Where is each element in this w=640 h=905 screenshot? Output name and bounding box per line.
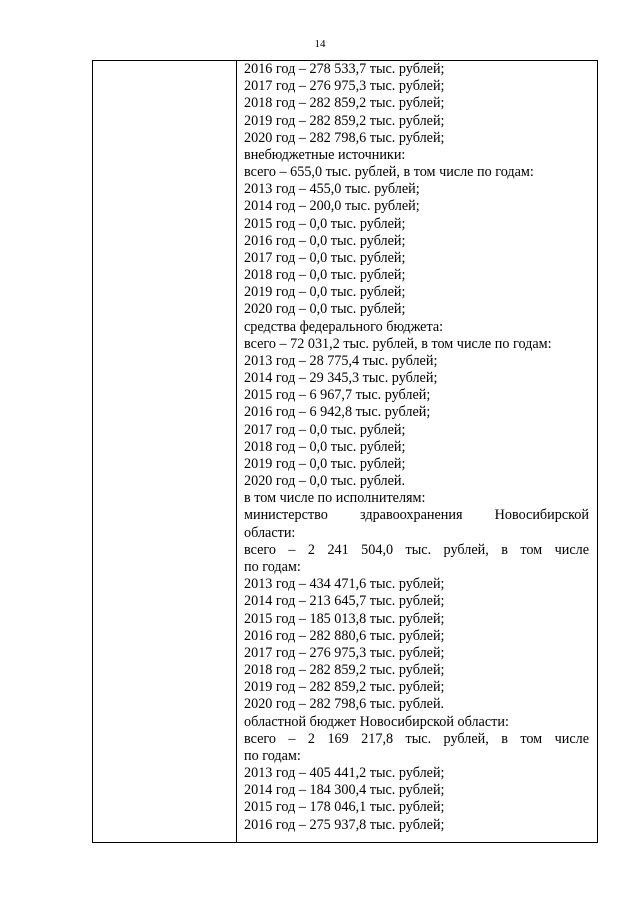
text-line: 2016 год – 282 880,6 тыс. рублей;	[244, 627, 445, 644]
text-line: 2013 год – 28 775,4 тыс. рублей;	[244, 352, 438, 369]
text-line: 2014 год – 200,0 тыс. рублей;	[244, 198, 420, 215]
text-line: по годам:	[244, 558, 301, 575]
text-line: в том числе по исполнителям:	[244, 490, 426, 507]
text-line: 2018 год – 282 859,2 тыс. рублей;	[244, 95, 445, 112]
text-line: 2019 год – 0,0 тыс. рублей;	[244, 455, 406, 472]
page-number: 14	[314, 38, 326, 50]
text-line: средства федерального бюджета:	[244, 318, 444, 335]
text-line: 2014 год – 184 300,4 тыс. рублей;	[244, 782, 445, 799]
table-content-cell	[244, 61, 589, 834]
text-line: министерство здравоохранения Новосибирской	[244, 507, 589, 524]
text-line: 2015 год – 178 046,1 тыс. рублей;	[244, 799, 445, 816]
text-line: 2018 год – 282 859,2 тыс. рублей;	[244, 662, 445, 679]
text-line: 2016 год – 0,0 тыс. рублей;	[244, 232, 406, 249]
text-line: 2015 год – 6 967,7 тыс. рублей;	[244, 387, 431, 404]
text-line: 2017 год – 276 975,3 тыс. рублей;	[244, 78, 445, 95]
text-line: по годам:	[244, 747, 301, 764]
text-line: 2015 год – 185 013,8 тыс. рублей;	[244, 610, 445, 627]
text-line: области:	[244, 524, 296, 541]
text-line: 2018 год – 0,0 тыс. рублей;	[244, 438, 406, 455]
text-line: всего – 72 031,2 тыс. рублей, в том числе по годам:	[244, 335, 552, 352]
text-line: 2015 год – 0,0 тыс. рублей;	[244, 215, 406, 232]
text-line: 2019 год – 282 859,2 тыс. рублей;	[244, 112, 445, 129]
text-line: 2019 год – 282 859,2 тыс. рублей;	[244, 679, 445, 696]
text-line: 2014 год – 29 345,3 тыс. рублей;	[244, 370, 438, 387]
text-line: 2018 год – 0,0 тыс. рублей;	[244, 267, 406, 284]
table-column-divider	[236, 61, 237, 842]
document-table	[92, 60, 598, 843]
text-line: 2013 год – 455,0 тыс. рублей;	[244, 181, 420, 198]
text-line: всего – 2 169 217,8 тыс. рублей, в том числе	[244, 730, 589, 747]
text-line: 2014 год – 213 645,7 тыс. рублей;	[244, 593, 445, 610]
text-line: 2020 год – 0,0 тыс. рублей;	[244, 301, 406, 318]
text-line: 2016 год – 6 942,8 тыс. рублей;	[244, 404, 431, 421]
text-line: 2020 год – 0,0 тыс. рублей.	[244, 473, 406, 490]
text-line: всего – 2 241 504,0 тыс. рублей, в том числе	[244, 541, 589, 558]
text-line: 2016 год – 278 533,7 тыс. рублей;	[244, 61, 445, 77]
text-line: 2017 год – 276 975,3 тыс. рублей;	[244, 644, 445, 661]
text-line: 2019 год – 0,0 тыс. рублей;	[244, 284, 406, 301]
text-line: 2013 год – 434 471,6 тыс. рублей;	[244, 576, 445, 593]
text-line: 2020 год – 282 798,6 тыс. рублей.	[244, 696, 445, 713]
text-line: 2017 год – 0,0 тыс. рублей;	[244, 421, 406, 438]
text-line: областной бюджет Новосибирской области:	[244, 713, 509, 730]
text-line: 2016 год – 275 937,8 тыс. рублей;	[244, 816, 445, 833]
text-line: всего – 655,0 тыс. рублей, в том числе по годам:	[244, 164, 534, 181]
text-line: 2020 год – 282 798,6 тыс. рублей;	[244, 129, 445, 146]
text-line: 2013 год – 405 441,2 тыс. рублей;	[244, 765, 445, 782]
text-line: внебюджетные источники:	[244, 146, 406, 163]
text-line: 2017 год – 0,0 тыс. рублей;	[244, 249, 406, 266]
